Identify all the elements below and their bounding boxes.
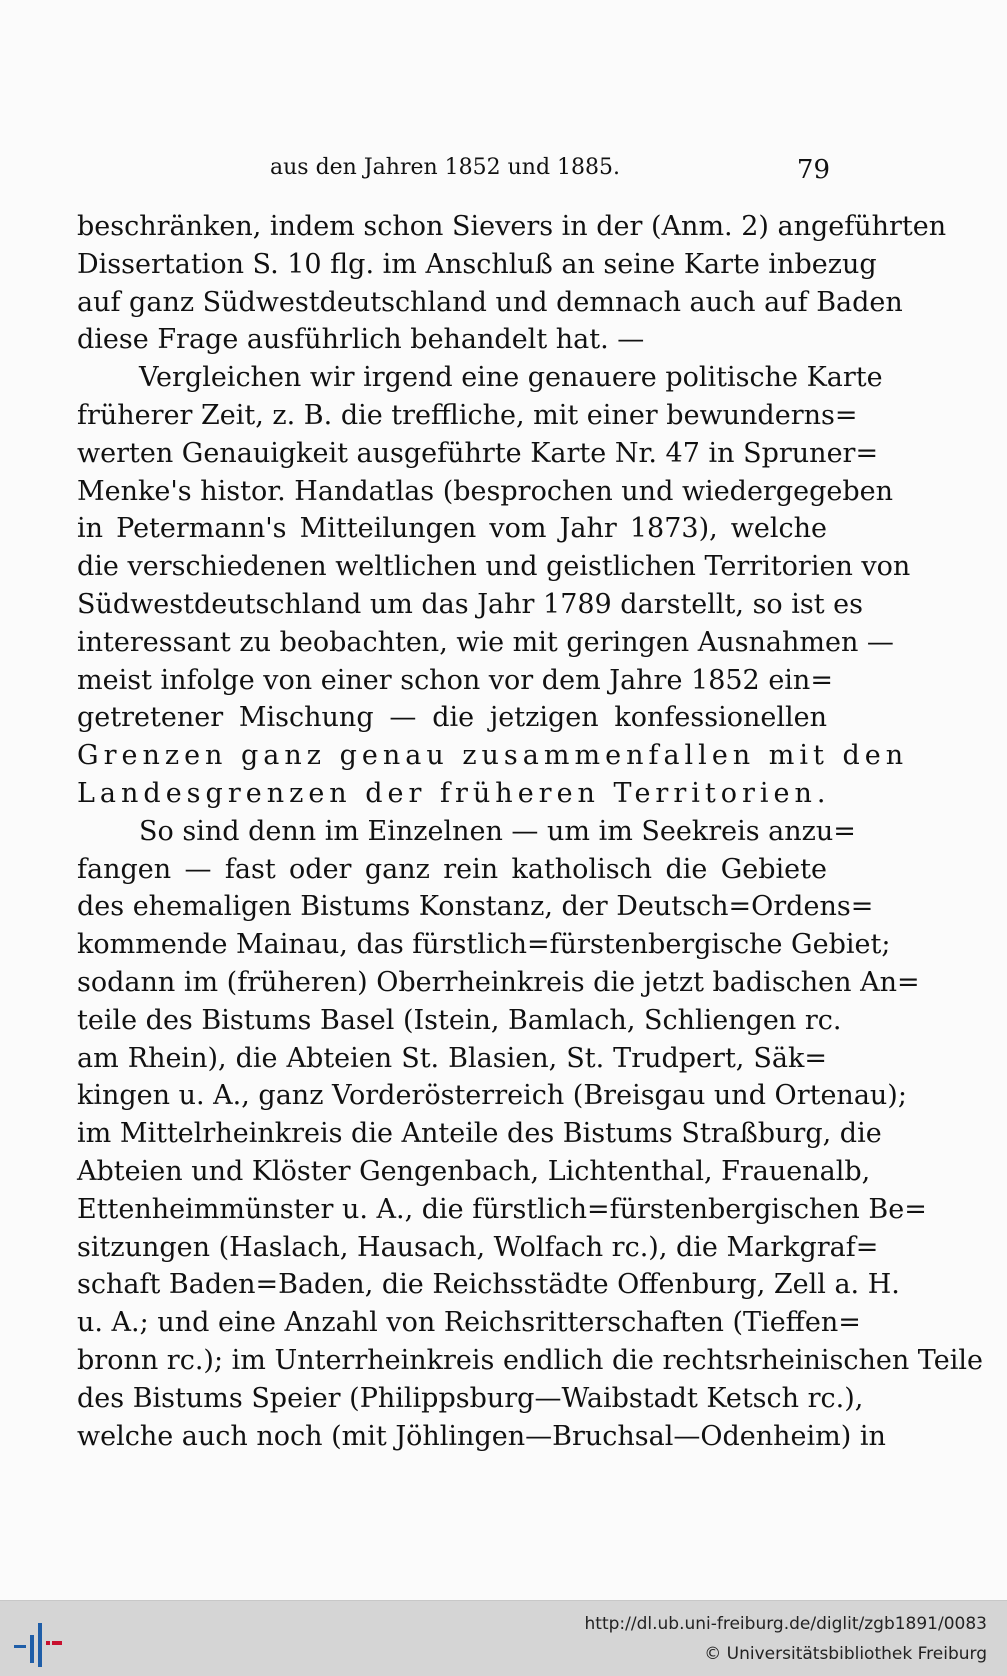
body-text [77, 208, 983, 1455]
text-line: Südwestdeutschland um das Jahr 1789 darstellt, so ist es [77, 588, 864, 620]
text-line: getretener Mischung — die jetzigen konfessionellen [77, 702, 827, 734]
text-line: welche auch noch (mit Jöhlingen—Bruchsal—Odenheim) in [77, 1420, 886, 1452]
text-line: am Rhein), die Abteien St. Blasien, St. Trudpert, Säk= [77, 1042, 827, 1074]
viewer-footer [0, 1600, 1007, 1676]
document-url-link[interactable]: http://dl.ub.uni-freiburg.de/diglit/zgb1891/0083 [584, 1614, 987, 1634]
text-line: Dissertation S. 10 flg. im Anschluß an seine Karte inbezug [77, 248, 877, 280]
text-line: des ehemaligen Bistums Konstanz, der Deutsch=Ordens= [77, 891, 874, 923]
text-line: im Mittelrheinkreis die Anteile des Bistums Straßburg, die [77, 1118, 882, 1150]
page-header [270, 151, 830, 191]
page-number: 79 [796, 155, 830, 185]
text-line: interessant zu beobachten, wie mit geringen Ausnahmen — [77, 626, 894, 658]
text-line: meist infolge von einer schon vor dem Jahre 1852 ein= [77, 664, 833, 696]
text-line: sodann im (früheren) Oberrheinkreis die jetzt badischen An= [77, 966, 920, 998]
text-line: Menke's histor. Handatlas (besprochen und wiedergegeben [77, 475, 894, 507]
text-line: u. A.; und eine Anzahl von Reichsritterschaften (Tieffen= [77, 1307, 861, 1339]
text-line: So sind denn im Einzelnen — um im Seekreis anzu= [139, 815, 856, 847]
text-line: werten Genauigkeit ausgeführte Karte Nr. 47 in Spruner= [77, 437, 879, 469]
text-line: fangen — fast oder ganz rein katholisch die Gebiete [77, 853, 827, 885]
text-line: schaft Baden=Baden, die Reichsstädte Offenburg, Zell a. H. [77, 1269, 900, 1301]
text-line: kommende Mainau, das fürstlich=fürstenbergische Gebiet; [77, 929, 891, 961]
text-line: Vergleichen wir irgend eine genauere politische Karte [139, 362, 883, 394]
text-line: früherer Zeit, z. B. die treffliche, mit einer bewunderns= [77, 399, 858, 431]
text-line-emphasized: Grenzen ganz genau zusammenfallen mit den [77, 740, 909, 772]
running-title: aus den Jahren 1852 und 1885. [270, 155, 621, 180]
text-line: sitzungen (Haslach, Hausach, Wolfach rc.), die Markgraf= [77, 1231, 879, 1263]
text-line: kingen u. A., ganz Vorderösterreich (Breisgau und Ortenau); [77, 1080, 907, 1112]
text-line: teile des Bistums Basel (Istein, Bamlach, Schliengen rc. [77, 1004, 842, 1036]
text-line: Ettenheimmünster u. A., die fürstlich=fürstenbergischen Be= [77, 1193, 927, 1225]
text-line: des Bistums Speier (Philippsburg—Waibstadt Ketsch rc.), [77, 1382, 864, 1414]
copyright-notice: © Universitätsbibliothek Freiburg [704, 1644, 987, 1664]
text-line: in Petermann's Mitteilungen vom Jahr 1873), welche [77, 513, 827, 545]
text-line: beschränken, indem schon Sievers in der (Anm. 2) angeführten [77, 211, 947, 242]
text-line-emphasized: Landesgrenzen der früheren Territorien. [77, 777, 831, 809]
library-logo-icon[interactable] [10, 1615, 66, 1671]
text-line: bronn rc.); im Unterrheinkreis endlich die rechtsrheinischen Teile [77, 1344, 983, 1376]
text-line: Abteien und Klöster Gengenbach, Lichtenthal, Frauenalb, [77, 1155, 871, 1187]
text-line: diese Frage ausführlich behandelt hat. — [77, 324, 645, 356]
text-line: die verschiedenen weltlichen und geistlichen Territorien von [77, 551, 911, 583]
text-line: auf ganz Südwestdeutschland und demnach auch auf Baden [77, 286, 903, 318]
